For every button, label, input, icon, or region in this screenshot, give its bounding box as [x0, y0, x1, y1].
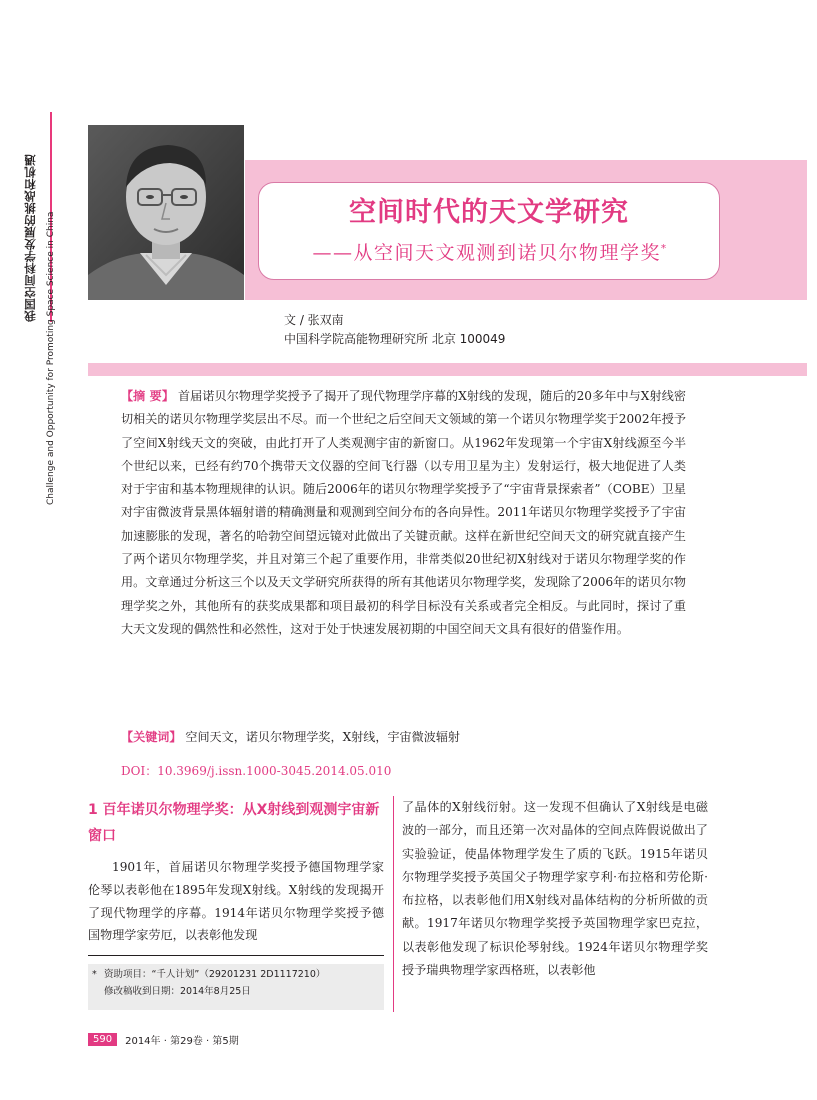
body-right-column: 了晶体的X射线衍射。这一发现不但确认了X射线是电磁波的一部分，而且还第一次对晶体的空间点阵假说做出了实验验证，使晶体物理学发生了质的飞跃。1915年诺贝尔物理学奖授予英国父子物理学家亨利·布拉格和劳伦斯·布拉格，以表彰他们用X射线对晶体结构的分析所做的贡献。1917年诺贝尔物理学奖授予英国物理学家巴克拉，以表彰他发现了标识伦琴射线。1924年诺贝尔物理学奖授予瑞典物理学家西格班，以表彰他: [402, 800, 708, 978]
author-line: 文 / 张双南: [284, 313, 344, 327]
keywords-text: 空间天文，诺贝尔物理学奖，X射线，宇宙微波辐射: [185, 730, 461, 744]
series-title-cn: 我国空间科学发展的挑战和机遇: [23, 154, 37, 322]
abstract: [121, 385, 686, 641]
section-heading: 1 百年诺贝尔物理学奖：从X射线到观测宇宙新窗口: [88, 802, 380, 844]
footnote-rule: [88, 955, 384, 956]
abstract-band: [88, 363, 807, 376]
funding-text: 资助项目：“千人计划”（29201231 2D1117210）: [104, 969, 326, 980]
author-affiliation: 中国科学院高能物理研究所 北京 100049: [284, 332, 506, 346]
doi-label: DOI：: [121, 764, 158, 778]
article-title: 空间时代的天文学研究: [349, 197, 629, 228]
author-portrait: [88, 125, 244, 300]
doi: [121, 762, 391, 779]
article-subtitle: [260, 238, 720, 265]
subtitle-text: ——从空间天文观测到诺贝尔物理学奖: [312, 242, 661, 264]
issue-info: 2014年 · 第29卷 · 第5期: [125, 1036, 239, 1047]
column-divider: [393, 796, 394, 1012]
page-number: 590: [88, 1033, 117, 1046]
keywords-tag: 【关键词】: [121, 730, 182, 744]
series-title-en: Challenge and Opportunity for Promoting Space Science in China: [46, 211, 56, 505]
footnote-line-2: 修改稿收到日期：2014年8月25日: [104, 986, 251, 997]
abstract-text: 首届诺贝尔物理学奖授予了揭开了现代物理学序幕的X射线的发现，随后的20多年中与X射线密切相关的诺贝尔物理学奖层出不尽。而一个世纪之后空间天文领域的第一个诺贝尔物理学奖于2002年授予了空间X射线天文的突破，由此打开了人类观测宇宙的新窗口。从1962年发现第一个宇宙X射线源至今半个世纪以来，已经有约70个携带天文仪器的空间飞行器（以专用卫星为主）发射运行，极大地促进了人类对于宇宙和基本物理规律的认识。随后2006年的诺贝尔物理学奖授予了“宇宙背景探索者”（COBE）卫星对宇宙微波背景黑体辐射谱的精确测量和观测到空间分布的各向异性。2011年诺贝尔物理学奖授予了宇宙加速膨胀的发现，著名的哈勃空间望远镜对此做出了关键贡献。这样在新世纪空间天文的研究就直接产生了两个诺贝尔物理学奖，并且对第三个起了重要作用，非常类似20世纪初X射线对于诺贝尔物理学奖的作用。文章通过分析这三个以及天文学研究所获得的所有其他诺贝尔物理学奖，发现除了2006年的诺贝尔物理学奖之外，其他所有的获奖成果都和项目最初的科学目标没有关系或者完全相反。与此同时，探讨了重大天文发现的偶然性和必然性，这对于处于快速发展初期的中国空间天文具有很好的借鉴作用。: [121, 389, 686, 636]
footnote: [88, 964, 384, 1010]
body-left-column: 1901年，首届诺贝尔物理学奖授予德国物理学家伦琴以表彰他在1895年发现X射线。X射线的发现揭开了现代物理学的序幕。1914年诺贝尔物理学奖授予德国物理学家劳厄，以表彰他发现: [88, 860, 384, 943]
subtitle-footnote-mark: *: [661, 243, 668, 255]
doi-value: 10.3969/j.issn.1000-3045.2014.05.010: [157, 764, 392, 778]
footnote-mark: *: [92, 969, 97, 980]
abstract-tag: 【摘 要】: [121, 389, 175, 403]
footnote-line-1: [92, 966, 384, 983]
keywords: [121, 727, 686, 747]
page-footer: [88, 1032, 239, 1047]
